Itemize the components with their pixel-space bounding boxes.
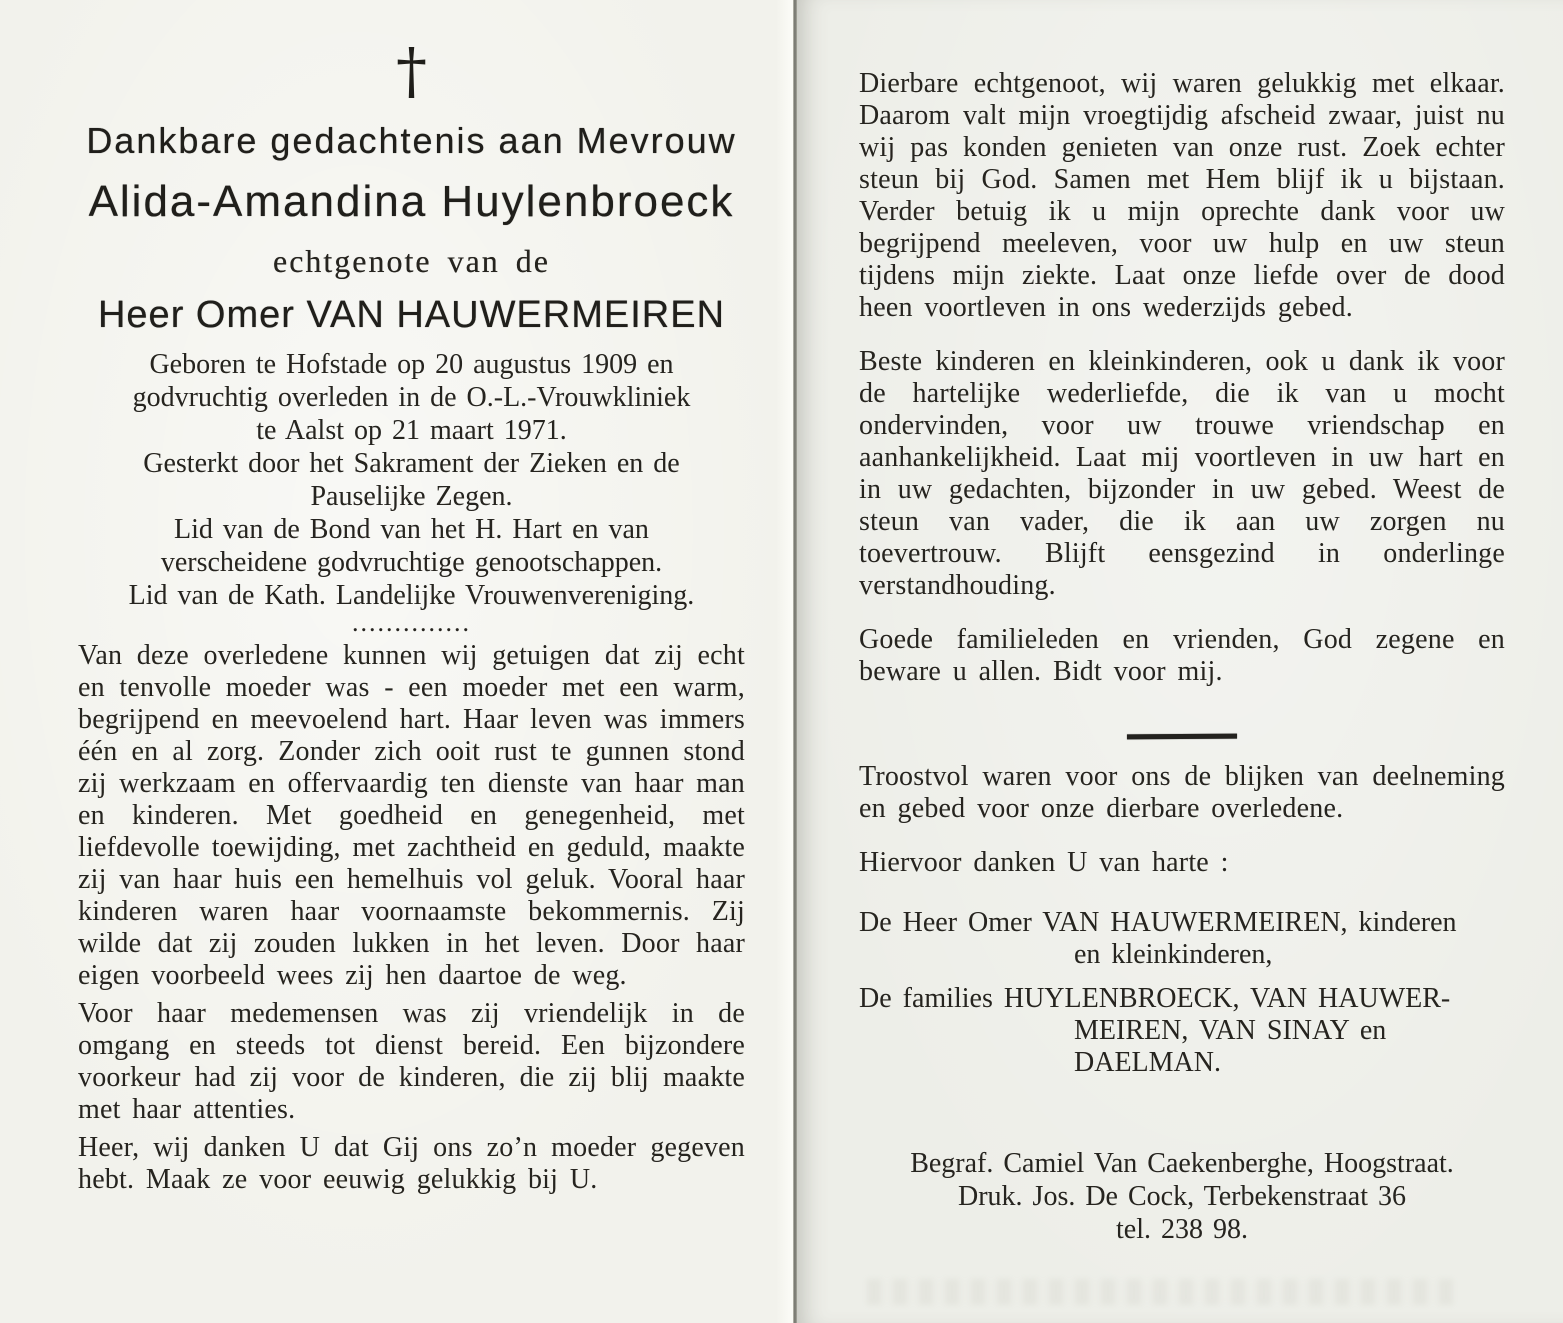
ghost-print-artifact — [867, 1279, 1453, 1305]
right-page — [797, 0, 1563, 1323]
thanks-heading: Hiervoor danken U van harte : — [859, 847, 1229, 878]
memorial-title: Dankbare gedachtenis aan Mevrouw — [86, 120, 737, 161]
tribute-prayer: Heer, wij danken U dat Gij ons zo’n moeder gegeven hebt. Maak ze voor eeuwig gelukkig bij U. — [78, 1132, 745, 1195]
cross-icon: † — [396, 34, 427, 107]
bio-line: Lid van de Bond van het H. Hart en van — [174, 514, 649, 545]
acknowledgement-line: MEIREN, VAN SINAY en DAELMAN. — [1074, 1015, 1387, 1078]
imprint-block — [859, 1147, 1505, 1246]
imprint-line-phone: tel. 238 98. — [1116, 1214, 1248, 1245]
acknowledgement-entry — [859, 907, 1505, 971]
bio-line: godvruchtig overleden in de O.-L.-Vrouwkliniek — [132, 382, 691, 413]
acknowledgement-line: De Heer Omer VAN HAUWERMEIREN, kinderen — [859, 907, 1457, 938]
farewell-paragraph-spouse: Dierbare echtgenoot, wij waren gelukkig met elkaar. Daarom valt mijn vroegtijdig afscheid zwaar, juist nu wij pas konden genieten van onze rust. Zoek echter steun bij God. Samen met Hem blijf ik u bijstaan. Verder betuig ik u mijn oprechte dank voor uw begrijpend meeleven, voor uw hulp en uw steun tijdens mijn ziekte. Laat onze liefde over de dood heen voortleven in ons wederzijds gebed. — [859, 68, 1505, 323]
acknowledgement-entry — [859, 983, 1505, 1079]
deceased-name: Alida-Amandina Huylenbroeck — [88, 177, 735, 226]
tribute-paragraph-kindness: Voor haar medemensen was zij vriendelijk in de omgang en steeds tot dienst bereid. Een bijzondere voorkeur had zij voor de kinderen, die zij blij maakte met haar attenties. — [78, 998, 745, 1125]
acknowledgement-line: en kleinkinderen, — [1074, 939, 1273, 970]
bio-line: Pauselijke Zegen. — [310, 481, 513, 512]
spouse-intro: echtgenote van de — [273, 243, 550, 279]
spouse-name: Heer Omer VAN HAUWERMEIREN — [97, 294, 726, 336]
section-divider — [1127, 734, 1237, 740]
page-fold — [793, 0, 797, 1323]
bio-line: Lid van de Kath. Landelijke Vrouwenvereniging. — [128, 580, 695, 611]
imprint-line-undertaker: Begraf. Camiel Van Caekenberghe, Hoogstraat. — [910, 1148, 1454, 1179]
bio-line: Gesterkt door het Sakrament der Zieken en de — [143, 448, 680, 479]
farewell-paragraph-children: Beste kinderen en kleinkinderen, ook u dank ik voor de hartelijke wederliefde, die ik van u mocht ondervinden, voor uw trouwe vriendschap en aanhankelijkheid. Laat mij voortleven in uw hart en in uw gedachten, bijzonder in uw gebed. Weest de steun van vader, die ik aan uw zorgen nu toevertrouw. Blijft eensgezind in onderlinge verstandhouding. — [859, 346, 1505, 601]
bio-line: te Aalst op 21 maart 1971. — [256, 415, 567, 446]
bio-line: Geboren te Hofstade op 20 augustus 1909 en — [149, 349, 674, 380]
bio-line: verscheidene godvruchtige genootschappen. — [160, 547, 663, 578]
farewell-paragraph-family: Goede familieleden en vrienden, God zegene en beware u allen. Bidt voor mij. — [859, 624, 1505, 687]
imprint-line-printer: Druk. Jos. De Cock, Terbekenstraat 36 — [958, 1181, 1406, 1212]
thanks-paragraph: Troostvol waren voor ons de blijken van deelneming en gebed voor onze dierbare overledene. — [859, 761, 1505, 824]
biography-block — [78, 348, 745, 637]
dotted-separator: .............. — [352, 608, 471, 637]
acknowledgement-line: De families HUYLENBROECK, VAN HAUWER- — [859, 983, 1451, 1014]
page-edge-highlight — [776, 0, 793, 1323]
tribute-paragraph-mother: Van deze overledene kunnen wij getuigen dat zij echt en tenvolle moeder was - een moeder met een warm, begrijpend en meevoelend hart. Haar leven was immers één en al zorg. Zonder zich ooit rust te gunnen stond zij werkzaam en offervaardig ten dienste van haar man en kinderen. Met goedheid en genegenheid, met liefdevolle toewijding, met zachtheid en geduld, maakte zij van haar huis een hemelhuis vol geluk. Vooral haar kinderen waren haar voornaamste bekommernis. Zij wilde dat zij zouden lukken in het leven. Door haar eigen voorbeeld wees zij hen daartoe de weg. — [78, 640, 745, 991]
